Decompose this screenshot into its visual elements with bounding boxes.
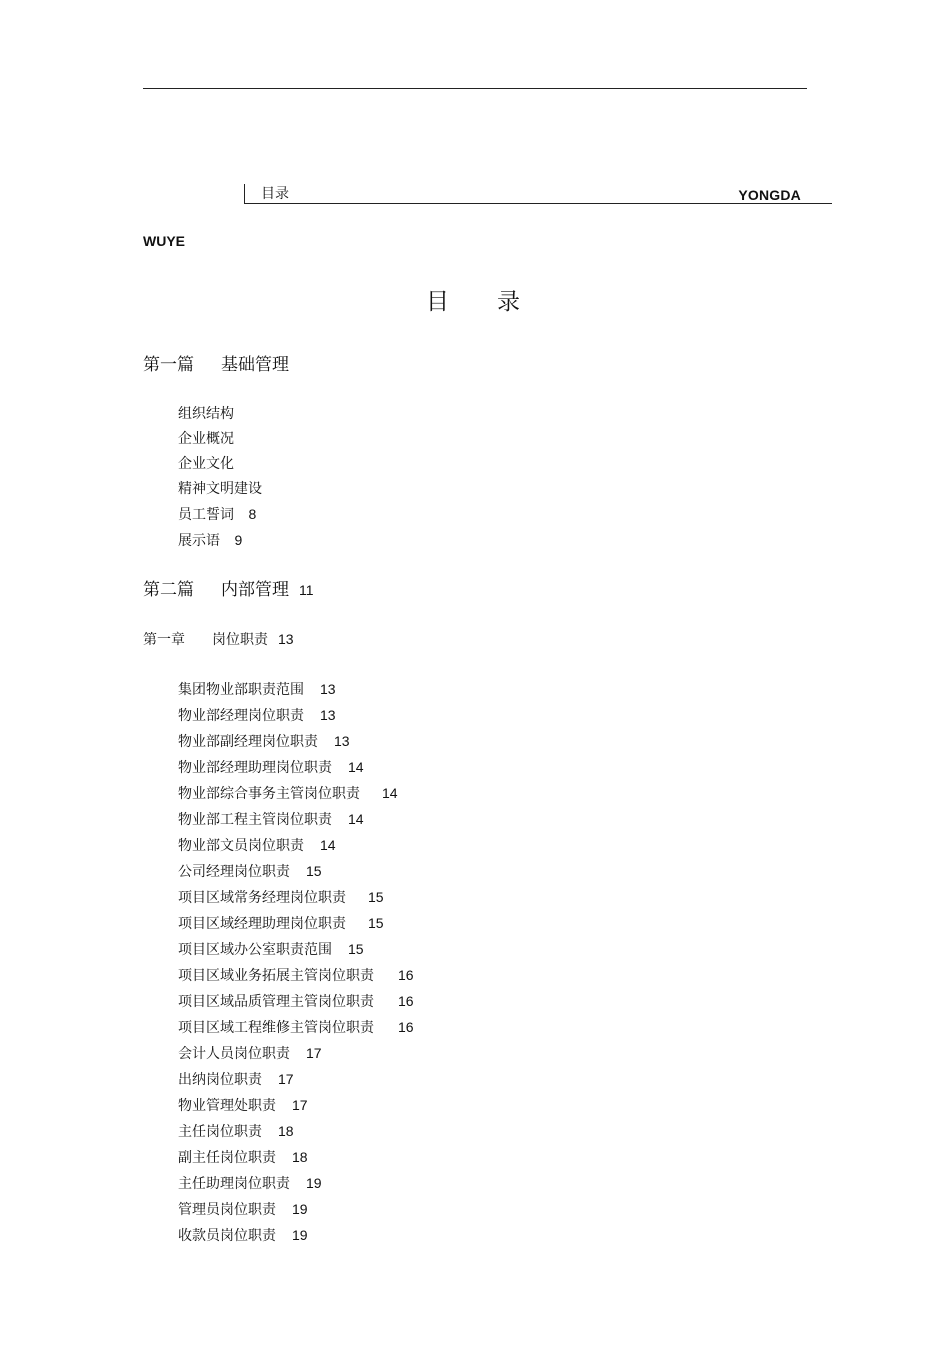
toc-item[interactable] — [178, 835, 414, 856]
toc-item-label: 精神文明建设 — [178, 481, 262, 497]
toc-item-page: 15 — [368, 889, 384, 905]
toc-item[interactable] — [178, 429, 262, 449]
toc-item-label: 物业部文员岗位职责 — [178, 838, 304, 854]
toc-item[interactable] — [178, 1147, 414, 1168]
toc-item[interactable] — [178, 1069, 414, 1090]
chapter-title: 岗位职责 — [212, 632, 268, 648]
toc-item-label: 物业管理处职责 — [178, 1098, 276, 1114]
header-section-label: 目录 — [261, 186, 289, 202]
toc-item-label: 集团物业部职责范围 — [178, 682, 304, 698]
toc-item[interactable] — [178, 757, 414, 778]
toc-item-label: 主任助理岗位职责 — [178, 1176, 290, 1192]
toc-item-label: 企业文化 — [178, 456, 234, 472]
toc-item-label: 项目区域品质管理主管岗位职责 — [178, 994, 374, 1010]
toc-item-page: 9 — [234, 532, 243, 548]
toc-item-label: 出纳岗位职责 — [178, 1072, 262, 1088]
toc-item-label: 物业部经理岗位职责 — [178, 708, 304, 724]
toc-chapter-1[interactable] — [143, 629, 294, 650]
toc-item[interactable] — [178, 530, 262, 551]
page-title-char1: 目 — [426, 289, 451, 315]
toc-item[interactable] — [178, 939, 414, 960]
toc-part-1[interactable] — [143, 354, 289, 376]
toc-item-page: 15 — [348, 941, 364, 957]
toc-item-label: 物业部副经理岗位职责 — [178, 734, 318, 750]
toc-item[interactable] — [178, 991, 414, 1012]
toc-item[interactable] — [178, 783, 414, 804]
toc-item-label: 会计人员岗位职责 — [178, 1046, 290, 1062]
toc-item[interactable] — [178, 887, 414, 908]
header-brand-part1: YONGDA — [738, 187, 801, 203]
toc-item-label: 物业部工程主管岗位职责 — [178, 812, 332, 828]
toc-item[interactable] — [178, 1199, 414, 1220]
part-page: 11 — [299, 582, 314, 598]
part-number: 第一篇 — [143, 355, 194, 375]
page-title — [426, 287, 522, 317]
part-title: 基础管理 — [221, 355, 289, 375]
toc-item-label: 企业概况 — [178, 431, 234, 447]
toc-item-label: 公司经理岗位职责 — [178, 864, 290, 880]
toc-item-label: 收款员岗位职责 — [178, 1228, 276, 1244]
toc-item-label: 项目区域业务拓展主管岗位职责 — [178, 968, 374, 984]
toc-item-label: 管理员岗位职责 — [178, 1202, 276, 1218]
toc-item-page: 13 — [320, 681, 336, 697]
toc-item[interactable] — [178, 1225, 414, 1246]
toc-item[interactable] — [178, 404, 262, 424]
toc-item[interactable] — [178, 1017, 414, 1038]
running-header — [244, 184, 832, 204]
toc-item-label: 主任岗位职责 — [178, 1124, 262, 1140]
toc-item-page: 14 — [320, 837, 336, 853]
toc-item[interactable] — [178, 479, 262, 499]
toc-part-2[interactable] — [143, 579, 314, 601]
toc-item-label: 项目区域办公室职责范围 — [178, 942, 332, 958]
toc-item[interactable] — [178, 1095, 414, 1116]
toc-item-page: 13 — [320, 707, 336, 723]
toc-item-page: 17 — [278, 1071, 294, 1087]
toc-item-page: 19 — [292, 1201, 308, 1217]
page-title-char2: 录 — [497, 289, 522, 315]
toc-item[interactable] — [178, 504, 262, 525]
toc-item[interactable] — [178, 1173, 414, 1194]
toc-item[interactable] — [178, 1121, 414, 1142]
toc-item-page: 17 — [292, 1097, 308, 1113]
chapter-number: 第一章 — [143, 632, 185, 648]
toc-item-page: 16 — [398, 1019, 414, 1035]
toc-item-page: 16 — [398, 967, 414, 983]
toc-item-page: 14 — [348, 811, 364, 827]
toc-part-1-items — [178, 404, 262, 551]
toc-item[interactable] — [178, 731, 414, 752]
toc-item-label: 物业部经理助理岗位职责 — [178, 760, 332, 776]
toc-item-page: 14 — [348, 759, 364, 775]
toc-item[interactable] — [178, 965, 414, 986]
toc-item-label: 项目区域常务经理岗位职责 — [178, 890, 346, 906]
toc-item[interactable] — [178, 454, 262, 474]
toc-item[interactable] — [178, 809, 414, 830]
toc-item-label: 组织结构 — [178, 406, 234, 422]
top-rule — [143, 88, 807, 89]
toc-item-page: 16 — [398, 993, 414, 1009]
toc-item-label: 项目区域经理助理岗位职责 — [178, 916, 346, 932]
toc-item[interactable] — [178, 1043, 414, 1064]
toc-item-label: 物业部综合事务主管岗位职责 — [178, 786, 360, 802]
toc-item[interactable] — [178, 679, 414, 700]
toc-item-page: 17 — [306, 1045, 322, 1061]
toc-item-label: 副主任岗位职责 — [178, 1150, 276, 1166]
part-number: 第二篇 — [143, 580, 194, 600]
toc-item-page: 19 — [306, 1175, 322, 1191]
part-title: 内部管理 — [221, 580, 289, 600]
toc-item-page: 19 — [292, 1227, 308, 1243]
toc-chapter-1-items — [178, 679, 414, 1246]
toc-item-page: 18 — [292, 1149, 308, 1165]
toc-item-page: 14 — [382, 785, 398, 801]
toc-item-page: 15 — [306, 863, 322, 879]
toc-item-label: 展示语 — [178, 533, 220, 549]
toc-item-page: 8 — [248, 506, 257, 522]
toc-item[interactable] — [178, 861, 414, 882]
toc-item-page: 15 — [368, 915, 384, 931]
toc-item-page: 18 — [278, 1123, 294, 1139]
chapter-page: 13 — [278, 631, 294, 647]
toc-item-page: 13 — [334, 733, 350, 749]
toc-item-label: 员工誓词 — [178, 507, 234, 523]
toc-item[interactable] — [178, 705, 414, 726]
toc-item[interactable] — [178, 913, 414, 934]
header-brand-part2: WUYE — [143, 233, 185, 249]
toc-item-label: 项目区域工程维修主管岗位职责 — [178, 1020, 374, 1036]
